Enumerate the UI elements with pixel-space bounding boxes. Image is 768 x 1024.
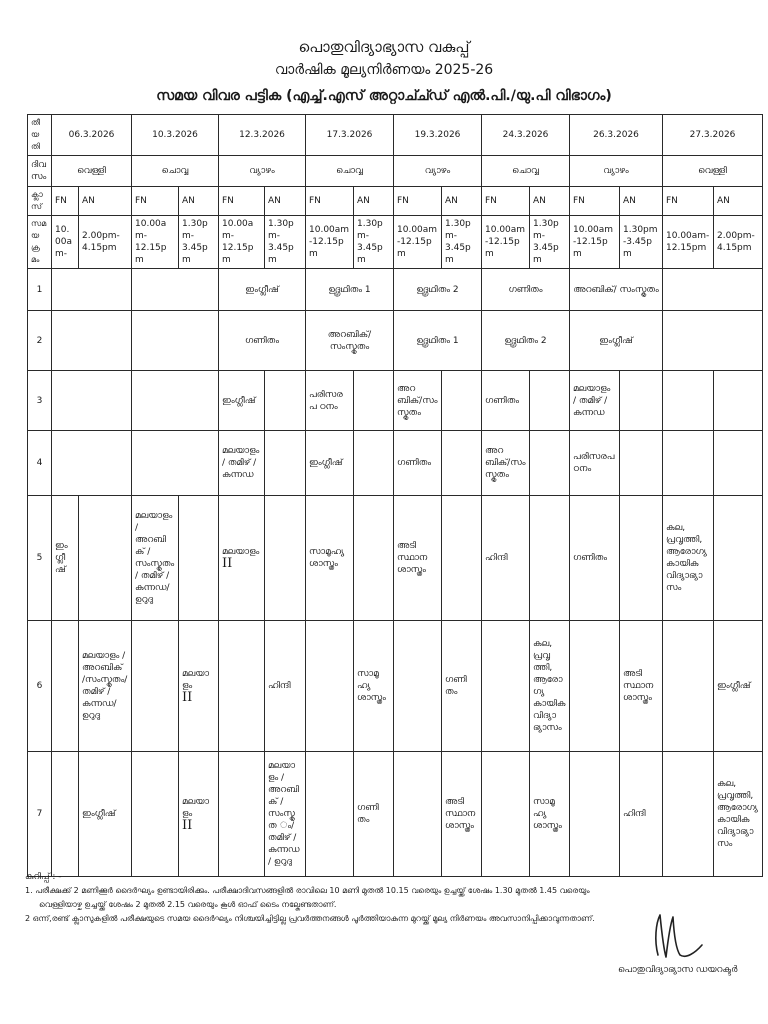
day-row [28,156,763,187]
time-cell: 1.30pm-3.45pm [265,216,306,269]
empty-cell [570,752,620,877]
subject-name: മലയാളം [182,668,210,691]
notes-section [25,870,625,926]
fn-cell: FN [663,187,714,216]
an-cell: AN [179,187,219,216]
empty-cell [354,431,394,496]
subject-cell: പരിസരപഠനം [570,431,620,496]
empty-cell [52,431,132,496]
subject-cell: സാമൂഹ്യ ശാസ്ത്രം [354,621,394,752]
empty-cell [265,371,306,431]
class-number: 6 [28,621,52,752]
empty-cell [620,431,663,496]
an-cell: AN [265,187,306,216]
day-cell: ചൊവ്വ [306,156,394,187]
empty-cell [132,752,179,877]
class-6-row [28,621,763,752]
day-cell: വ്യാഴം [219,156,306,187]
date-cell: 26.3.2026 [570,115,663,156]
empty-cell [570,621,620,752]
director-title: പൊതുവിദ്യാഭ്യാസ ഡയറക്ടർ [618,965,738,975]
an-cell: AN [442,187,482,216]
empty-cell [663,269,763,311]
subject-cell: ഹിന്ദി [620,752,663,877]
empty-cell [179,496,219,621]
fn-cell: FN [482,187,530,216]
empty-cell [52,752,79,877]
subject-cell: ഇംഗ്ലീഷ് [219,269,306,311]
time-cell: 1.30pm-3.45pm [530,216,570,269]
day-cell: വെള്ളി [663,156,763,187]
time-cell: 1.30pm-3.45pm [620,216,663,269]
subject-cell: ഉദ്ഗ്രഥിതം 2 [482,311,570,371]
an-cell: AN [79,187,132,216]
class-number: 1 [28,269,52,311]
empty-cell [219,621,265,752]
subject-cell: ഇംഗ്ലീഷ് [714,621,763,752]
subject-cell: അടിസ്ഥാന ശാസ്ത്രം [442,752,482,877]
class-1-row [28,269,763,311]
date-cell: 27.3.2026 [663,115,763,156]
an-cell: AN [354,187,394,216]
subject-cell: ഇംഗ്ലീഷ് [306,431,354,496]
class-3-row [28,371,763,431]
time-cell: 10.00am-12.15pm [663,216,714,269]
subject-cell: കല, പ്രവൃത്തി, ആരോഗ്യ കായിക വിദ്യാഭ്യാസം [530,621,570,752]
empty-cell [394,752,442,877]
timetable [27,114,763,877]
empty-cell [663,752,714,877]
class-2-row [28,311,763,371]
note-text: പരീക്ഷക്ക് 2 മണിക്കൂർ ദൈർഘ്യം ഉണ്ടായിരിക്കും. പരീക്ഷാദിവസങ്ങളിൽ രാവിലെ 10 മണി മുതൽ 10.15 വരെയും ഉച്ചയ്ക്ക് ശേഷം 1.30 മുതൽ 1.45 വരെയും [35,886,590,895]
date-cell: 19.3.2026 [394,115,482,156]
empty-cell [530,371,570,431]
subject-cell: മലയാളം / അറബിക് /സംസ്കൃതം/ തമിഴ് / കന്നഡ/ ഉറുദു [132,496,179,621]
time-cell: 10.00am-12.15pm [219,216,265,269]
subject-cell: ഗണിതം [482,269,570,311]
empty-cell [132,621,179,752]
date-cell: 17.3.2026 [306,115,394,156]
empty-cell [442,371,482,431]
roman-numeral: II [182,817,193,833]
subject-cell: ഇംഗ്ലീഷ് [52,496,79,621]
note-2 [25,912,625,926]
empty-cell [52,311,132,371]
note-1 [25,884,625,898]
subject-cell: ഗണിതം [570,496,620,621]
note-text: ഒന്ന്,രണ്ട് ക്ലാസുകളിൽ പരീക്ഷയുടെ സമയ ദൈർഘ്യം നിശ്ചയിച്ചിട്ടില്ല പ്രവർത്തനങ്ങൾ പൂർത്തിയാകുന്ന മുറയ്ക്ക് മൂല്യ നിർണയം അവസാനിപ്പിക്കാവുന്നതാണ്. [32,914,595,923]
empty-cell [442,431,482,496]
signature-icon [640,905,710,965]
date-cell: 24.3.2026 [482,115,570,156]
subject-cell: സാമൂഹ്യ ശാസ്ത്രം [306,496,354,621]
empty-cell [132,371,219,431]
time-row [28,216,763,269]
empty-cell [354,371,394,431]
empty-cell [442,496,482,621]
exam-title: വാർഷിക മൂല്യനിർണയം 2025-26 [274,62,494,78]
empty-cell [482,752,530,877]
note-number: 1. [25,886,33,895]
subject-cell: ഇംഗ്ലീഷ് [79,752,132,877]
fn-cell: FN [52,187,79,216]
empty-cell [265,496,306,621]
subject-cell: അടിസ്ഥാന ശാസ്ത്രം [620,621,663,752]
fn-cell: FN [132,187,179,216]
an-cell: AN [530,187,570,216]
subject-cell: അറബിക്/ സംസ്കൃതം [570,269,663,311]
subject-cell: ഗണിതം [442,621,482,752]
empty-cell [482,621,530,752]
subject-cell: മലയാളം / അറബിക് /സംസ്കൃത ം/തമിഴ് / കന്നഡ/ ഉറുദു [265,752,306,877]
subject-cell: പരിസരപ ഠനം [306,371,354,431]
subject-cell: മലയാളം / അറബിക് /സംസ്കൃതം/ തമിഴ് / കന്നഡ/ ഉറുദു [79,621,132,752]
empty-cell [663,621,714,752]
subject-cell: കല, പ്രവൃത്തി, ആരോഗ്യ കായിക വിദ്യാഭ്യാസം [714,752,763,877]
empty-cell [132,311,219,371]
empty-cell [530,496,570,621]
empty-cell [714,431,763,496]
time-cell: 10.00am-12.15pm [394,216,442,269]
time-cell: 1.30pm-3.45pm [442,216,482,269]
empty-cell [663,371,714,431]
time-cell: 10.00am-12.15pm [132,216,179,269]
fn-cell: FN [394,187,442,216]
subject-cell: ഉദ്ഗ്രഥിതം 1 [394,311,482,371]
empty-cell [265,431,306,496]
fn-cell: FN [306,187,354,216]
subject-cell: മലയാളം / തമിഴ് / കന്നഡ [219,431,265,496]
note-1-continued: വെള്ളിയാഴ്ച ഉച്ചയ്ക്ക് ശേഷം 2 മുതൽ 2.15 വരെയും കൂൾ ഓഫ് ടൈം നല്കേണ്ടതാണ്. [39,900,337,909]
roman-numeral: II [182,689,193,705]
time-label: സമയ ക്രമം [28,216,52,269]
empty-cell [132,431,219,496]
empty-cell [354,496,394,621]
department-title: പൊതുവിദ്യാഭ്യാസ വകുപ്പ് [298,38,470,56]
date-cell: 06.3.2026 [52,115,132,156]
subject-cell: സാമൂഹ്യ ശാസ്ത്രം [530,752,570,877]
subject-cell: ഉദ്ഗ്രഥിതം 2 [394,269,482,311]
day-cell: ചൊവ്വ [132,156,219,187]
empty-cell [132,269,219,311]
day-label: ദിവസം [28,156,52,187]
subject-cell: ഗണിതം [482,371,530,431]
day-cell: വെള്ളി [52,156,132,187]
subject-cell: ഗണിതം [394,431,442,496]
session-row [28,187,763,216]
date-label: തീയതി [28,115,52,156]
time-cell: 1.30pm-3.45pm [179,216,219,269]
roman-numeral: II [222,555,233,571]
class-number: 4 [28,431,52,496]
class-7-row [28,752,763,877]
time-cell: 10.00am-12.15pm [482,216,530,269]
class-label: ക്ലാസ് [28,187,52,216]
subject-cell [179,621,219,752]
day-cell: വ്യാഴം [394,156,482,187]
subject-cell: ഗണിതം [219,311,306,371]
an-cell: AN [620,187,663,216]
subject-cell: ഇംഗ്ലീഷ് [219,371,265,431]
empty-cell [219,752,265,877]
subject-cell: മലയാളം / തമിഴ് / കന്നഡ [570,371,620,431]
empty-cell [306,621,354,752]
date-row [28,115,763,156]
time-cell: 2.00pm-4.15pm [79,216,132,269]
subject-cell [219,496,265,621]
subject-cell: അറ ബിക്/സം സ്കൃതം [482,431,530,496]
subject-cell [179,752,219,877]
empty-cell [79,496,132,621]
subject-cell: അറബിക്/ സംസ്കൃതം [306,311,394,371]
subject-cell: അറ ബിക്/സം സ്കൃതം [394,371,442,431]
class-number: 5 [28,496,52,621]
empty-cell [52,269,132,311]
empty-cell [714,371,763,431]
empty-cell [52,621,79,752]
time-cell: 10.00am-12.15pm [570,216,620,269]
empty-cell [663,311,763,371]
note-number: 2 [25,914,31,923]
subject-cell: അടിസ്ഥാന ശാസ്ത്രം [394,496,442,621]
class-4-row [28,431,763,496]
empty-cell [394,621,442,752]
notes-title: കുറിപ്പ് : - [25,872,62,882]
class-number: 3 [28,371,52,431]
fn-cell: FN [570,187,620,216]
date-cell: 12.3.2026 [219,115,306,156]
empty-cell [306,752,354,877]
subject-name: മലയാളം [222,546,260,557]
subject-cell: ഗണിതം [354,752,394,877]
subject-cell: ഉദ്ഗ്രഥിതം 1 [306,269,394,311]
time-cell: 1.30pm-3.45pm [354,216,394,269]
date-cell: 10.3.2026 [132,115,219,156]
class-number: 7 [28,752,52,877]
an-cell: AN [714,187,763,216]
empty-cell [620,371,663,431]
subject-cell: ഹിന്ദി [265,621,306,752]
day-cell: ചൊവ്വ [482,156,570,187]
empty-cell [714,496,763,621]
class-5-row [28,496,763,621]
time-cell: 10.00am-12.15pm [306,216,354,269]
timetable-title: സമയ വിവര പട്ടിക (എച്ച്.എസ് അറ്റാച്ച്ഡ് എൽ.പി./യു.പി വിഭാഗം) [156,88,612,104]
subject-cell: ഇംഗ്ലീഷ് [570,311,663,371]
subject-cell: ഹിന്ദി [482,496,530,621]
empty-cell [52,371,132,431]
empty-cell [530,431,570,496]
time-cell: 2.00pm-4.15pm [714,216,763,269]
subject-cell: കല, പ്രവൃത്തി, ആരോഗ്യ കായിക വിദ്യാഭ്യാസം [663,496,714,621]
fn-cell: FN [219,187,265,216]
empty-cell [620,496,663,621]
time-cell: 10.00am- [52,216,79,269]
subject-name: മലയാളം [182,796,210,819]
class-number: 2 [28,311,52,371]
empty-cell [663,431,714,496]
day-cell: വ്യാഴം [570,156,663,187]
